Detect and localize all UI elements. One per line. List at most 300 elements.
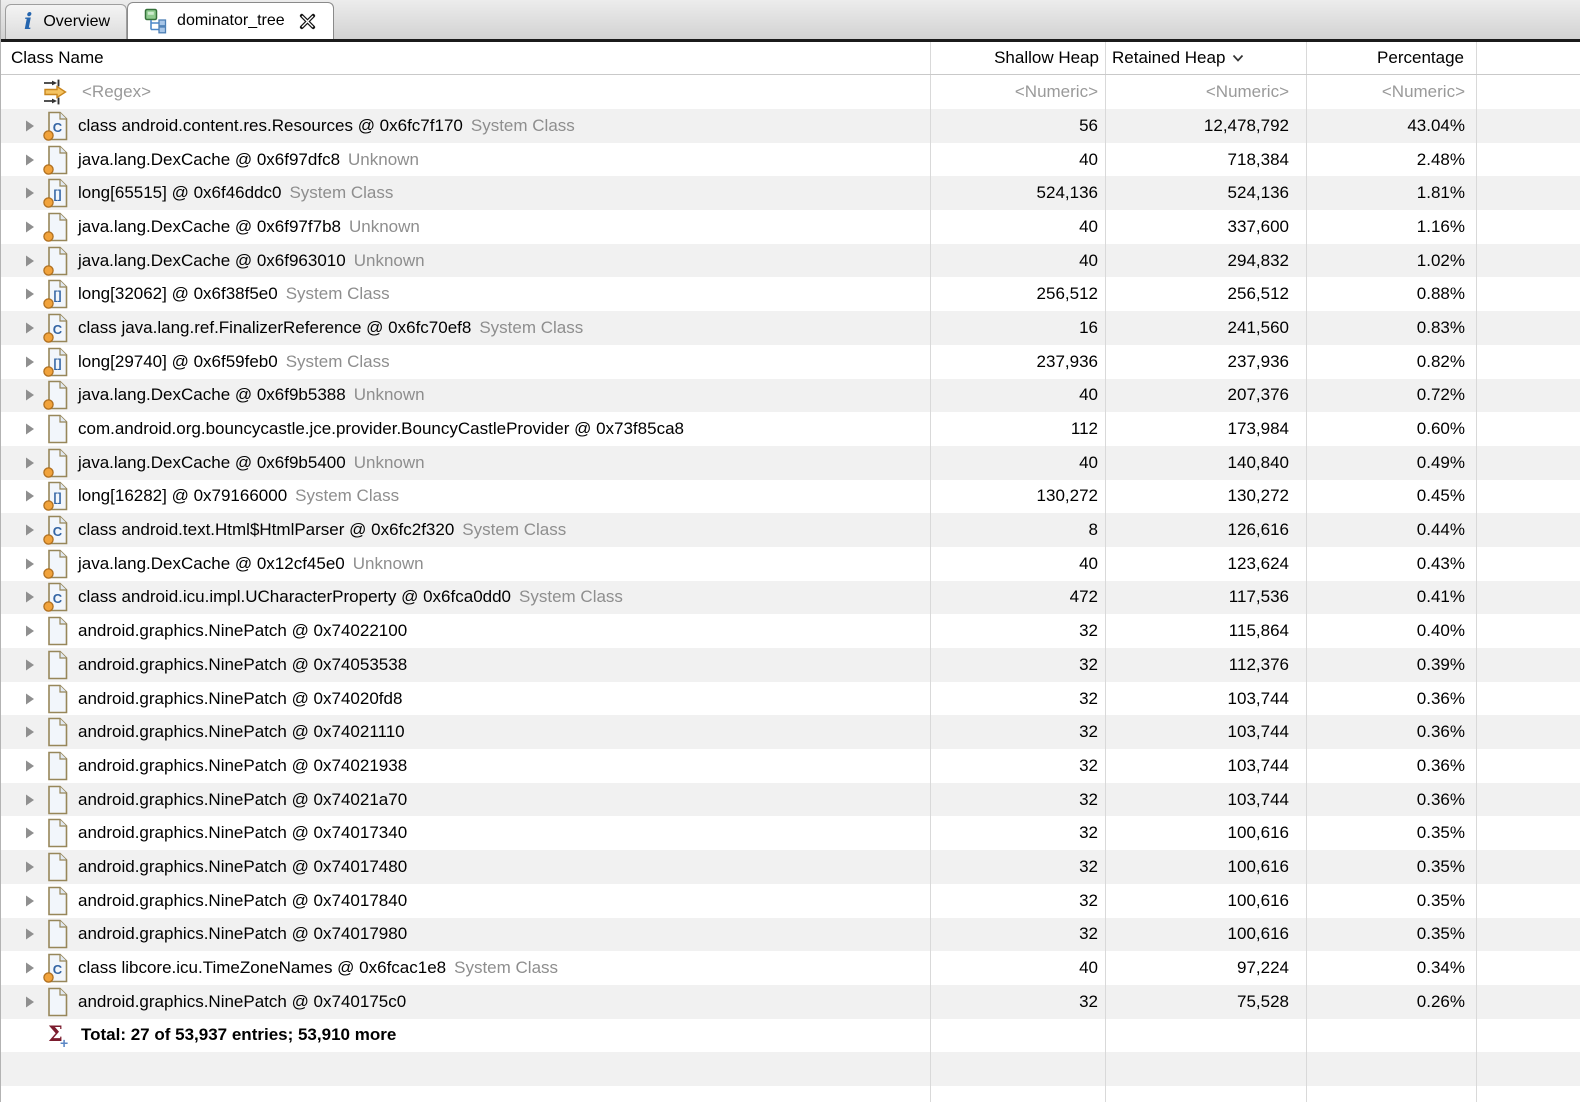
shallow-heap-value: 32	[931, 850, 1106, 884]
retained-heap-value: 103,744	[1106, 749, 1307, 783]
class-name-cell	[1, 547, 931, 581]
sigma-total-icon	[47, 1021, 71, 1049]
column-header-label: Percentage	[1377, 48, 1464, 67]
row-filler	[1477, 143, 1580, 177]
svg-text:C: C	[52, 119, 63, 135]
class-origin-label: Unknown	[352, 553, 424, 573]
row-filler	[1477, 850, 1580, 884]
class-origin-label: Unknown	[353, 250, 425, 270]
instance-icon	[43, 684, 69, 714]
retained-heap-value: 294,832	[1106, 244, 1307, 278]
class-name-cell	[1, 715, 931, 749]
percentage-value: 0.88%	[1307, 277, 1477, 311]
class-name-label: java.lang.DexCache @ 0x6f9b5388	[78, 385, 346, 405]
row-filler	[1477, 446, 1580, 480]
total-filler-shallow	[931, 1019, 1106, 1053]
class-name-cell	[1, 345, 931, 379]
table-row[interactable]	[1, 311, 1580, 345]
tab-dominator-tree-label: dominator_tree	[177, 12, 285, 29]
class-name-label: class android.content.res.Resources @ 0x6fc7f170	[78, 115, 463, 135]
row-filler	[1477, 176, 1580, 210]
shallow-heap-value: 112	[931, 412, 1106, 446]
instance-icon	[43, 919, 69, 949]
retained-heap-value: 524,136	[1106, 176, 1307, 210]
percentage-value: 0.49%	[1307, 446, 1477, 480]
shallow-heap-value: 32	[931, 648, 1106, 682]
empty-bottom-area	[1, 1086, 1580, 1102]
table-row[interactable]	[1, 547, 1580, 581]
table-row[interactable]	[1, 918, 1580, 952]
shallow-heap-value: 40	[931, 143, 1106, 177]
column-header-filler	[1477, 42, 1580, 74]
column-header-retained-heap[interactable]	[1106, 42, 1307, 74]
table-rows	[1, 109, 1580, 1019]
class-name-label: android.graphics.NinePatch @ 0x74017980	[78, 924, 408, 944]
shallow-heap-value: 40	[931, 951, 1106, 985]
shallow-heap-filter-input[interactable]	[931, 75, 1106, 109]
shallow-heap-value: 16	[931, 311, 1106, 345]
class-name-label: java.lang.DexCache @ 0x6f97f7b8	[78, 216, 341, 236]
percentage-value: 0.36%	[1307, 682, 1477, 716]
percentage-value: 0.35%	[1307, 816, 1477, 850]
shallow-heap-value: 56	[931, 109, 1106, 143]
percentage-value: 0.40%	[1307, 614, 1477, 648]
class-name-label: long[32062] @ 0x6f38f5e0	[78, 284, 278, 304]
expand-arrow-icon[interactable]	[25, 625, 35, 637]
retained-heap-value: 97,224	[1106, 951, 1307, 985]
table-row[interactable]	[1, 143, 1580, 177]
expand-arrow-icon[interactable]	[25, 558, 35, 570]
percentage-value: 2.48%	[1307, 143, 1477, 177]
retained-heap-value: 12,478,792	[1106, 109, 1307, 143]
svg-text:[]: []	[53, 288, 62, 303]
object-icon	[43, 448, 69, 478]
svg-text:+: +	[60, 1035, 69, 1050]
percentage-value: 0.36%	[1307, 715, 1477, 749]
shallow-heap-value: 32	[931, 682, 1106, 716]
class-name-cell	[1, 379, 931, 413]
row-filler	[1477, 951, 1580, 985]
percentage-value: 0.72%	[1307, 379, 1477, 413]
row-filler	[1477, 749, 1580, 783]
row-filler	[1477, 513, 1580, 547]
class-name-label: android.graphics.NinePatch @ 0x74017840	[78, 890, 408, 910]
shallow-heap-value: 40	[931, 244, 1106, 278]
class-icon	[43, 515, 69, 545]
expand-arrow-icon[interactable]	[25, 895, 35, 907]
class-name-label: class java.lang.ref.FinalizerReference @ 0x6fc70ef8	[78, 317, 472, 337]
table-row[interactable]	[1, 244, 1580, 278]
expand-arrow-icon[interactable]	[25, 389, 35, 401]
class-name-label: java.lang.DexCache @ 0x6f9b5400	[78, 452, 346, 472]
instance-icon	[43, 616, 69, 646]
table-row[interactable]	[1, 715, 1580, 749]
retained-heap-value: 103,744	[1106, 783, 1307, 817]
expand-arrow-icon[interactable]	[25, 794, 35, 806]
class-name-cell	[1, 446, 931, 480]
class-name-label: android.graphics.NinePatch @ 0x74020fd8	[78, 688, 403, 708]
class-name-cell	[1, 985, 931, 1019]
editor-tab-bar	[1, 0, 1580, 39]
retained-heap-value: 100,616	[1106, 918, 1307, 952]
retained-heap-value: 173,984	[1106, 412, 1307, 446]
table-row[interactable]	[1, 783, 1580, 817]
tab-overview-label: Overview	[43, 13, 111, 30]
column-header-label: Shallow Heap	[994, 48, 1099, 67]
table-row[interactable]	[1, 412, 1580, 446]
numeric-placeholder: <Numeric>	[1381, 82, 1465, 101]
expand-arrow-icon[interactable]	[25, 322, 35, 334]
row-filler	[1477, 816, 1580, 850]
class-name-cell	[1, 749, 931, 783]
percentage-value: 1.16%	[1307, 210, 1477, 244]
class-name-cell	[1, 480, 931, 514]
table-row[interactable]	[1, 379, 1580, 413]
table-header-row	[1, 42, 1580, 75]
row-filler	[1477, 210, 1580, 244]
class-name-cell	[1, 143, 931, 177]
shallow-heap-value: 32	[931, 614, 1106, 648]
class-name-cell	[1, 244, 931, 278]
class-name-cell	[1, 682, 931, 716]
table-row[interactable]	[1, 614, 1580, 648]
class-name-cell	[1, 311, 931, 345]
class-name-label: class android.text.Html$HtmlParser @ 0x6fc2f320	[78, 520, 455, 540]
expand-arrow-icon[interactable]	[25, 187, 35, 199]
percentage-value: 0.44%	[1307, 513, 1477, 547]
object-icon	[43, 380, 69, 410]
percentage-value: 0.83%	[1307, 311, 1477, 345]
retained-heap-value: 241,560	[1106, 311, 1307, 345]
retained-heap-value: 75,528	[1106, 985, 1307, 1019]
table-row[interactable]	[1, 109, 1580, 143]
table-row[interactable]	[1, 884, 1580, 918]
class-name-label: class android.icu.impl.UCharacterProperty @ 0x6fca0dd0	[78, 587, 512, 607]
row-filler	[1477, 884, 1580, 918]
tab-overview[interactable]	[5, 4, 127, 39]
class-name-label: com.android.org.bouncycastle.jce.provider.BouncyCastleProvider @ 0x73f85ca8	[78, 419, 684, 439]
table-row[interactable]	[1, 816, 1580, 850]
shallow-heap-value: 32	[931, 918, 1106, 952]
retained-heap-value: 123,624	[1106, 547, 1307, 581]
info-icon: i	[24, 9, 33, 35]
instance-icon	[43, 650, 69, 680]
class-name-label: long[16282] @ 0x79166000	[78, 486, 288, 506]
class-name-cell	[1, 277, 931, 311]
percentage-value: 0.35%	[1307, 850, 1477, 884]
class-name-label: long[29740] @ 0x6f59feb0	[78, 351, 278, 371]
percentage-value: 0.36%	[1307, 783, 1477, 817]
expand-arrow-icon[interactable]	[25, 423, 35, 435]
retained-heap-value: 115,864	[1106, 614, 1307, 648]
class-icon	[43, 111, 69, 141]
sort-descending-icon	[1232, 54, 1244, 62]
array-icon	[43, 178, 69, 208]
class-name-cell	[1, 412, 931, 446]
svg-text:C: C	[52, 962, 63, 978]
expand-arrow-icon[interactable]	[25, 861, 35, 873]
class-name-cell	[1, 513, 931, 547]
row-filler	[1477, 244, 1580, 278]
row-filler	[1477, 682, 1580, 716]
filter-filler	[1477, 75, 1580, 109]
class-name-cell	[1, 783, 931, 817]
expand-arrow-icon[interactable]	[25, 120, 35, 132]
percentage-value: 0.41%	[1307, 581, 1477, 615]
expand-arrow-icon[interactable]	[25, 659, 35, 671]
retained-heap-value: 103,744	[1106, 682, 1307, 716]
class-name-cell	[1, 918, 931, 952]
object-icon	[43, 246, 69, 276]
filter-icon	[43, 78, 73, 106]
shallow-heap-value: 32	[931, 749, 1106, 783]
class-origin-label: System Class	[462, 520, 567, 540]
object-icon	[43, 212, 69, 242]
column-header-percentage[interactable]	[1307, 42, 1477, 74]
table-row[interactable]	[1, 210, 1580, 244]
class-name-cell	[1, 816, 931, 850]
table-row[interactable]	[1, 480, 1580, 514]
row-filler	[1477, 412, 1580, 446]
table-row[interactable]	[1, 277, 1580, 311]
instance-icon	[43, 818, 69, 848]
class-name-filter-input[interactable]	[1, 75, 931, 109]
svg-text:[]: []	[53, 356, 62, 371]
total-cell	[1, 1019, 931, 1053]
array-icon	[43, 347, 69, 377]
class-name-label: android.graphics.NinePatch @ 0x74017480	[78, 856, 408, 876]
retained-heap-value: 718,384	[1106, 143, 1307, 177]
object-icon	[43, 549, 69, 579]
svg-text:C: C	[52, 591, 63, 607]
class-origin-label: Unknown	[353, 385, 425, 405]
class-name-label: java.lang.DexCache @ 0x6f963010	[78, 250, 346, 270]
percentage-value: 1.02%	[1307, 244, 1477, 278]
retained-heap-value: 130,272	[1106, 480, 1307, 514]
instance-icon	[43, 987, 69, 1017]
class-origin-label: System Class	[295, 486, 400, 506]
percentage-value: 0.39%	[1307, 648, 1477, 682]
svg-text:C: C	[52, 524, 63, 540]
class-name-label: class libcore.icu.TimeZoneNames @ 0x6fcac1e8	[78, 958, 447, 978]
retained-heap-value: 100,616	[1106, 850, 1307, 884]
percentage-value: 0.35%	[1307, 918, 1477, 952]
class-origin-label: System Class	[285, 351, 390, 371]
class-name-label: java.lang.DexCache @ 0x12cf45e0	[78, 553, 345, 573]
percentage-value: 43.04%	[1307, 109, 1477, 143]
shallow-heap-value: 472	[931, 581, 1106, 615]
svg-text:C: C	[52, 321, 63, 337]
percentage-value: 0.35%	[1307, 884, 1477, 918]
object-icon	[43, 145, 69, 175]
svg-text:[]: []	[53, 490, 62, 505]
shallow-heap-value: 40	[931, 446, 1106, 480]
shallow-heap-value: 32	[931, 884, 1106, 918]
class-name-label: android.graphics.NinePatch @ 0x74017340	[78, 823, 408, 843]
regex-placeholder: <Regex>	[82, 82, 151, 101]
expand-arrow-icon[interactable]	[25, 591, 35, 603]
percentage-filter-input[interactable]	[1307, 75, 1477, 109]
column-header-label: Class Name	[11, 48, 104, 67]
shallow-heap-value: 40	[931, 379, 1106, 413]
row-filler	[1477, 379, 1580, 413]
column-header-shallow-heap[interactable]	[931, 42, 1106, 74]
expand-arrow-icon[interactable]	[25, 928, 35, 940]
table-row[interactable]	[1, 176, 1580, 210]
class-name-label: long[65515] @ 0x6f46ddc0	[78, 183, 282, 203]
total-filler-end	[1477, 1019, 1580, 1053]
instance-icon	[43, 717, 69, 747]
percentage-value: 0.45%	[1307, 480, 1477, 514]
class-icon	[43, 313, 69, 343]
class-name-cell	[1, 109, 931, 143]
total-filler-retained	[1106, 1019, 1307, 1053]
table-row[interactable]	[1, 985, 1580, 1019]
row-filler	[1477, 614, 1580, 648]
retained-heap-value: 207,376	[1106, 379, 1307, 413]
class-origin-label: Unknown	[353, 452, 425, 472]
retained-heap-value: 337,600	[1106, 210, 1307, 244]
total-label: Total: 27 of 53,937 entries; 53,910 more	[81, 1025, 397, 1045]
row-filler	[1477, 648, 1580, 682]
retained-heap-value: 256,512	[1106, 277, 1307, 311]
table-row[interactable]	[1, 682, 1580, 716]
expand-arrow-icon[interactable]	[25, 288, 35, 300]
row-filler	[1477, 480, 1580, 514]
shallow-heap-value: 40	[931, 210, 1106, 244]
table-row[interactable]	[1, 446, 1580, 480]
expand-arrow-icon[interactable]	[25, 221, 35, 233]
shallow-heap-value: 524,136	[931, 176, 1106, 210]
expand-arrow-icon[interactable]	[25, 490, 35, 502]
percentage-value: 0.82%	[1307, 345, 1477, 379]
array-icon	[43, 481, 69, 511]
instance-icon	[43, 852, 69, 882]
expand-arrow-icon[interactable]	[25, 827, 35, 839]
empty-stripe-row	[1, 1052, 1580, 1086]
class-name-cell	[1, 884, 931, 918]
table-row[interactable]	[1, 345, 1580, 379]
percentage-value: 0.43%	[1307, 547, 1477, 581]
retained-heap-value: 112,376	[1106, 648, 1307, 682]
retained-heap-value: 117,536	[1106, 581, 1307, 615]
instance-icon	[43, 785, 69, 815]
class-icon	[43, 582, 69, 612]
percentage-value: 0.60%	[1307, 412, 1477, 446]
retained-heap-value: 237,936	[1106, 345, 1307, 379]
class-origin-label: Unknown	[348, 216, 420, 236]
table-row[interactable]	[1, 951, 1580, 985]
expand-arrow-icon[interactable]	[25, 154, 35, 166]
array-icon	[43, 279, 69, 309]
svg-text:[]: []	[53, 187, 62, 202]
table-row[interactable]	[1, 581, 1580, 615]
expand-arrow-icon[interactable]	[25, 457, 35, 469]
shallow-heap-value: 130,272	[931, 480, 1106, 514]
shallow-heap-value: 32	[931, 715, 1106, 749]
dominator-tree-icon	[144, 8, 168, 34]
table-row[interactable]	[1, 850, 1580, 884]
table-row[interactable]	[1, 648, 1580, 682]
class-origin-label: System Class	[470, 115, 575, 135]
class-origin-label: System Class	[454, 958, 559, 978]
class-name-cell	[1, 614, 931, 648]
shallow-heap-value: 32	[931, 985, 1106, 1019]
row-filler	[1477, 918, 1580, 952]
row-filler	[1477, 581, 1580, 615]
instance-icon	[43, 414, 69, 444]
column-header-label: Retained Heap	[1112, 48, 1226, 67]
svg-text:Σ: Σ	[48, 1021, 63, 1047]
row-filler	[1477, 109, 1580, 143]
expand-arrow-icon[interactable]	[25, 693, 35, 705]
class-name-label: android.graphics.NinePatch @ 0x740175c0	[78, 991, 407, 1011]
row-filler	[1477, 985, 1580, 1019]
table-row[interactable]	[1, 513, 1580, 547]
percentage-value: 0.34%	[1307, 951, 1477, 985]
class-name-label: android.graphics.NinePatch @ 0x74021a70	[78, 789, 408, 809]
class-name-cell	[1, 176, 931, 210]
table-row[interactable]	[1, 749, 1580, 783]
class-origin-label: System Class	[289, 183, 394, 203]
instance-icon	[43, 751, 69, 781]
shallow-heap-value: 40	[931, 547, 1106, 581]
expand-arrow-icon[interactable]	[25, 996, 35, 1008]
retained-heap-value: 100,616	[1106, 884, 1307, 918]
percentage-value: 1.81%	[1307, 176, 1477, 210]
table-total-row[interactable]	[1, 1019, 1580, 1053]
shallow-heap-value: 237,936	[931, 345, 1106, 379]
expand-arrow-icon[interactable]	[25, 760, 35, 772]
class-name-cell	[1, 850, 931, 884]
class-name-label: android.graphics.NinePatch @ 0x74053538	[78, 654, 408, 674]
retained-heap-filter-input[interactable]	[1106, 75, 1307, 109]
class-name-cell	[1, 951, 931, 985]
class-name-cell	[1, 210, 931, 244]
column-header-class-name[interactable]	[1, 42, 931, 74]
row-filler	[1477, 783, 1580, 817]
class-icon	[43, 953, 69, 983]
row-filler	[1477, 547, 1580, 581]
expand-arrow-icon[interactable]	[25, 726, 35, 738]
shallow-heap-value: 32	[931, 783, 1106, 817]
numeric-placeholder: <Numeric>	[1014, 82, 1098, 101]
retained-heap-value: 140,840	[1106, 446, 1307, 480]
shallow-heap-value: 32	[931, 816, 1106, 850]
class-name-label: android.graphics.NinePatch @ 0x74021110	[78, 722, 405, 742]
class-origin-label: System Class	[479, 317, 584, 337]
total-filler-pct	[1307, 1019, 1477, 1053]
shallow-heap-value: 256,512	[931, 277, 1106, 311]
class-name-label: android.graphics.NinePatch @ 0x74022100	[78, 621, 408, 641]
expand-arrow-icon[interactable]	[25, 524, 35, 536]
retained-heap-value: 100,616	[1106, 816, 1307, 850]
expand-arrow-icon[interactable]	[25, 356, 35, 368]
expand-arrow-icon[interactable]	[25, 962, 35, 974]
class-name-cell	[1, 648, 931, 682]
class-origin-label: Unknown	[348, 149, 419, 169]
percentage-value: 0.26%	[1307, 985, 1477, 1019]
class-name-cell	[1, 581, 931, 615]
expand-arrow-icon[interactable]	[25, 255, 35, 267]
close-icon[interactable]	[298, 12, 317, 31]
retained-heap-value: 126,616	[1106, 513, 1307, 547]
class-name-label: java.lang.DexCache @ 0x6f97dfc8	[78, 149, 341, 169]
tab-dominator-tree[interactable]	[127, 2, 334, 39]
numeric-placeholder: <Numeric>	[1205, 82, 1289, 101]
row-filler	[1477, 345, 1580, 379]
class-origin-label: System Class	[519, 587, 623, 607]
